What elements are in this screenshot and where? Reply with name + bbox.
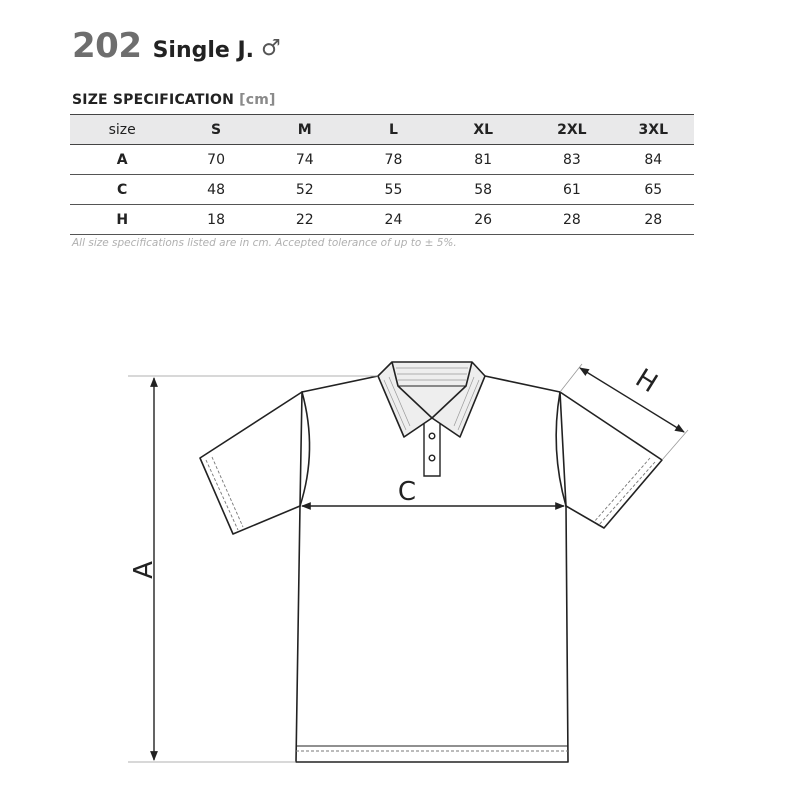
placket xyxy=(424,424,440,476)
model-name: Single J. xyxy=(152,38,255,63)
size-header-m: M xyxy=(258,115,352,145)
table-cell: 28 xyxy=(613,205,694,235)
size-header-s: S xyxy=(174,115,257,145)
table-cell: 65 xyxy=(613,175,694,205)
table-cell: 18 xyxy=(174,205,257,235)
size-specification-unit: [cm] xyxy=(239,92,276,108)
size-header-l: L xyxy=(352,115,435,145)
table-cell: 70 xyxy=(174,145,257,175)
table-cell: 83 xyxy=(531,145,612,175)
model-number: 202 xyxy=(72,26,142,66)
dimension-h xyxy=(560,364,688,460)
row-label-c: C xyxy=(70,175,174,205)
size-header-2xl: 2XL xyxy=(531,115,612,145)
tolerance-note: All size specifications listed are in cm. Accepted tolerance of up to ± 5%. xyxy=(72,237,457,249)
dimension-label-h: H xyxy=(629,363,663,400)
table-cell: 22 xyxy=(258,205,352,235)
table-cell: 55 xyxy=(352,175,435,205)
collar xyxy=(378,362,485,437)
dimension-label-c: C xyxy=(397,477,417,507)
right-sleeve xyxy=(560,392,662,528)
size-header-3xl: 3XL xyxy=(613,115,694,145)
table-cell: 26 xyxy=(435,205,531,235)
button-icon xyxy=(429,455,435,461)
left-sleeve xyxy=(200,392,302,534)
size-header-xl: XL xyxy=(435,115,531,145)
table-cell: 52 xyxy=(258,175,352,205)
table-cell: 78 xyxy=(352,145,435,175)
button-icon xyxy=(429,433,435,439)
row-label-h: H xyxy=(70,205,174,235)
row-label-a: A xyxy=(70,145,174,175)
table-cell: 24 xyxy=(352,205,435,235)
size-column-header: size xyxy=(70,115,174,145)
male-gender-icon: ♂ xyxy=(261,35,281,61)
table-cell: 84 xyxy=(613,145,694,175)
table-cell: 74 xyxy=(258,145,352,175)
table-cell: 28 xyxy=(531,205,612,235)
dimension-a xyxy=(128,376,378,762)
dimension-label-a: A xyxy=(129,561,159,579)
size-specification-title: SIZE SPECIFICATION xyxy=(72,92,235,108)
table-cell: 48 xyxy=(174,175,257,205)
table-cell: 58 xyxy=(435,175,531,205)
table-cell: 81 xyxy=(435,145,531,175)
table-cell: 61 xyxy=(531,175,612,205)
